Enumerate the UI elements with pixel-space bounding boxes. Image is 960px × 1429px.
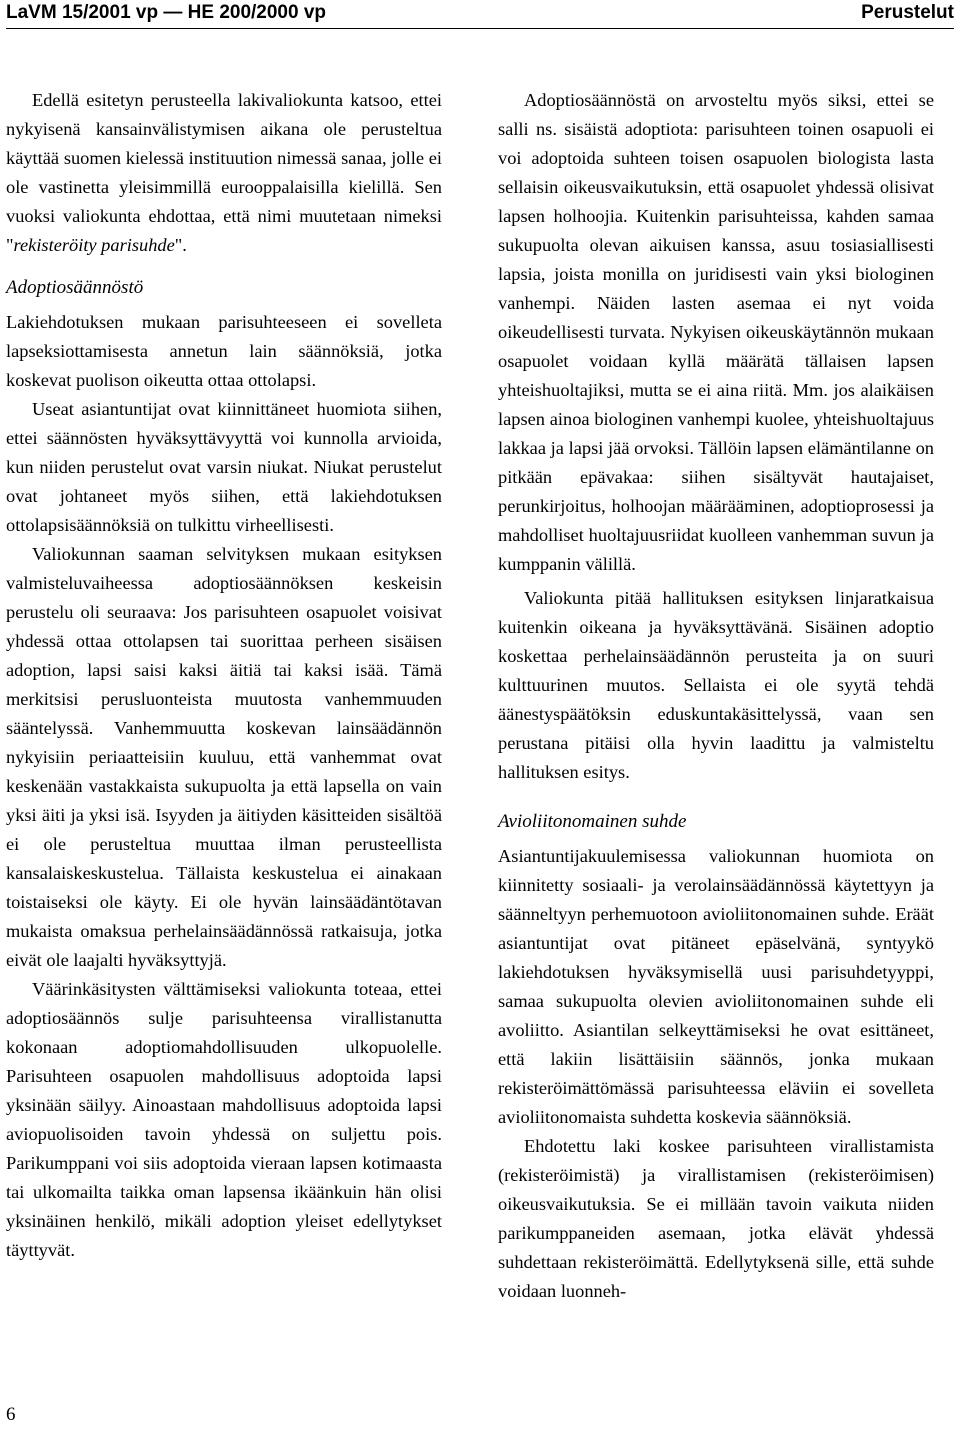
section-title: Perustelut: [861, 2, 954, 23]
running-header: [0, 0, 960, 30]
left-column: [6, 86, 442, 1265]
paragraph: Väärinkäsitysten välttämiseksi valiokunta toteaa, ettei adoptiosäännös sulje parisuhteensa virallistanutta kokonaan adoptiomahdollisuuden ulkopuolelle. Parisuhteen osapuolen mahdollisuus adoptoida lapsi yksinään säilyy. Ainoastaan mahdollisuus adoptoida lapsi aviopuolisoiden tavoin yhdessä on suljettu pois. Parikumppani voi siis adoptoida vieraan lapsen kotimaasta tai ulkomailta taikka oman lapsensa ikäänkuin hän olisi yksinäinen henkilö, mikäli adoption yleiset edellytykset täyttyvät.: [6, 979, 442, 1260]
section-heading-cohabitation: Avioliitonomainen suhde: [498, 811, 687, 832]
section-heading-adoption: Adoptiosäännöstö: [6, 277, 144, 298]
paragraph: Ehdotettu laki koskee parisuhteen virallistamista (rekisteröimistä) ja virallistamisen (rekisteröimisen) oikeusvaikutuksia. Se ei millään tavoin vaikuta niiden parikumppaneiden asemaan, jotka elävät yhdessä suhdettaan rekisteröimättä. Edellytyksenä sille, että suhde voidaan luonneh-: [498, 1136, 934, 1301]
right-column: [498, 86, 934, 1306]
paragraph: Asiantuntijakuulemisessa valiokunnan huomiota on kiinnitetty sosiaali- ja verolainsäädännössä käytettyyn ja säänneltyyn perhemuotoon avioliitonomainen suhde. Eräät asiantuntijat ovat pitäneet epäselvänä, syntyykö lakiehdotuksen hyväksymisellä uusi parisuhdetyyppi, samaa sukupuolta olevien avioliitonomainen suhde eli avoliitto. Asiantilan selkeyttämiseksi he ovat esittäneet, että lakiin lisättäisiin säännös, jonka mukaan rekisteröimättömässä parisuhteessa eläviin ei sovelleta avioliitonomaista suhdetta koskevia säännöksiä.: [498, 846, 934, 1127]
paragraph: Valiokunta pitää hallituksen esityksen linjaratkaisua kuitenkin oikeana ja hyväksyttävänä. Sisäinen adoptio koskettaa perhelainsäädännön perusteita ja on suuri kulttuurinen muutos. Sellaista ei ole syytä tehdä äänestyspäätöksin eduskuntakäsittelyssä, vaan sen perustana pitäisi olla hyvin laadittu ja valmisteltu hallituksen esitys.: [498, 588, 934, 782]
page-number: 6: [6, 1404, 16, 1425]
document-reference: LaVM 15/2001 vp — HE 200/2000 vp: [6, 2, 327, 23]
paragraph-name-recommendation: [6, 86, 442, 260]
paragraph: Adoptiosäännöstä on arvosteltu myös siksi, ettei se salli ns. sisäistä adoptiota: parisuhteen toinen osapuoli ei voi adoptoida suhteen toisen osapuolen biologista lasta sellaisin oikeusvaikutuksin, että osapuolet yhdessä olisivat lapsen holhoojia. Kuitenkin parisuhteissa, kahden samaa sukupuolta olevan aikuisen kanssa, asuu tosiasiallisesti lapsia, joista monilla on juridisesti vain yksi biologinen vanhempi. Näiden lasten asemaa ei nyt voida oikeudellisesti turvata. Nykyisen oikeuskäytännön mukaan osapuolet voidaan kyllä määrätä tällaisen lapsen yhteishuoltajiksi, mutta se ei aina riitä. Mm. jos alaikäisen lapsen ainoa biologinen vanhempi kuolee, yhteishuoltajuus lakkaa ja lapsi jää orvoksi. Tällöin lapsen elämäntilanne on pitkään epävakaa: siihen sisältyvät hautajaiset, perunkirjoitus, holhoojan määrääminen, adoptioprosessi ja mahdolliset huoltajuusriidat kuolleen vanhemman suvun ja kumppanin välillä.: [498, 90, 934, 574]
paragraph: Useat asiantuntijat ovat kiinnittäneet huomiota siihen, ettei säännösten hyväksyttävyyttä voi kunnolla arvioida, kun niiden perustelut ovat varsin niukat. Niukat perustelut ovat johtaneet myös siihen, että lakiehdotuksen ottolapsisäännöksiä on tulkittu virheellisesti.: [6, 399, 442, 535]
paragraph: Valiokunnan saaman selvityksen mukaan esityksen valmisteluvaiheessa adoptiosäännöksen keskeisin perustelu oli seuraava: Jos parisuhteen osapuolet voisivat yhdessä ottaa ottolapsen tai suorittaa perheen sisäisen adoption, lapsi saisi kaksi äitiä tai kaksi isää. Tämä merkitsisi perusluonteista muutosta vanhemmuuden sääntelyssä. Vanhemmuutta koskevan lainsäädännön nykyisiin periaatteisiin kuuluu, että vanhemmat ovat keskenään vastakkaista sukupuolta ja että lapsella on vain yksi äiti ja yksi isä. Isyyden ja äitiyden käsitteiden sisältöä ei ole perusteltua muuttaa ilman perusteellista kansalaiskeskustelua. Tällaista keskustelua ei ainakaan toistaiseksi ole käyty. Ei ole hyvän lainsäädäntötavan mukaista omaksua perhelainsäädännössä ratkaisuja, jotka eivät ole laajalti hyväksyttyjä.: [6, 544, 442, 970]
paragraph: Lakiehdotuksen mukaan parisuhteeseen ei sovelleta lapseksiottamisesta annetun lain säännöksiä, jotka koskevat puolison oikeutta ottaa ottolapsi.: [6, 312, 442, 390]
proposed-name: rekisteröity parisuhde: [13, 235, 175, 255]
header-rule: [6, 28, 954, 29]
paragraph-text: Edellä esitetyn perusteella lakivaliokunta katsoo, ettei nykyisenä kansainvälistymisen aikana ole perusteltua käyttää suomen kielessä instituution nimessä sanaa, jolle ei ole vastinetta yleisimmillä eurooppalaisilla kielillä. Sen vuoksi valiokunta ehdottaa, että nimi muutetaan nimeksi ": [6, 90, 442, 255]
paragraph-text-end: ".: [174, 235, 187, 255]
